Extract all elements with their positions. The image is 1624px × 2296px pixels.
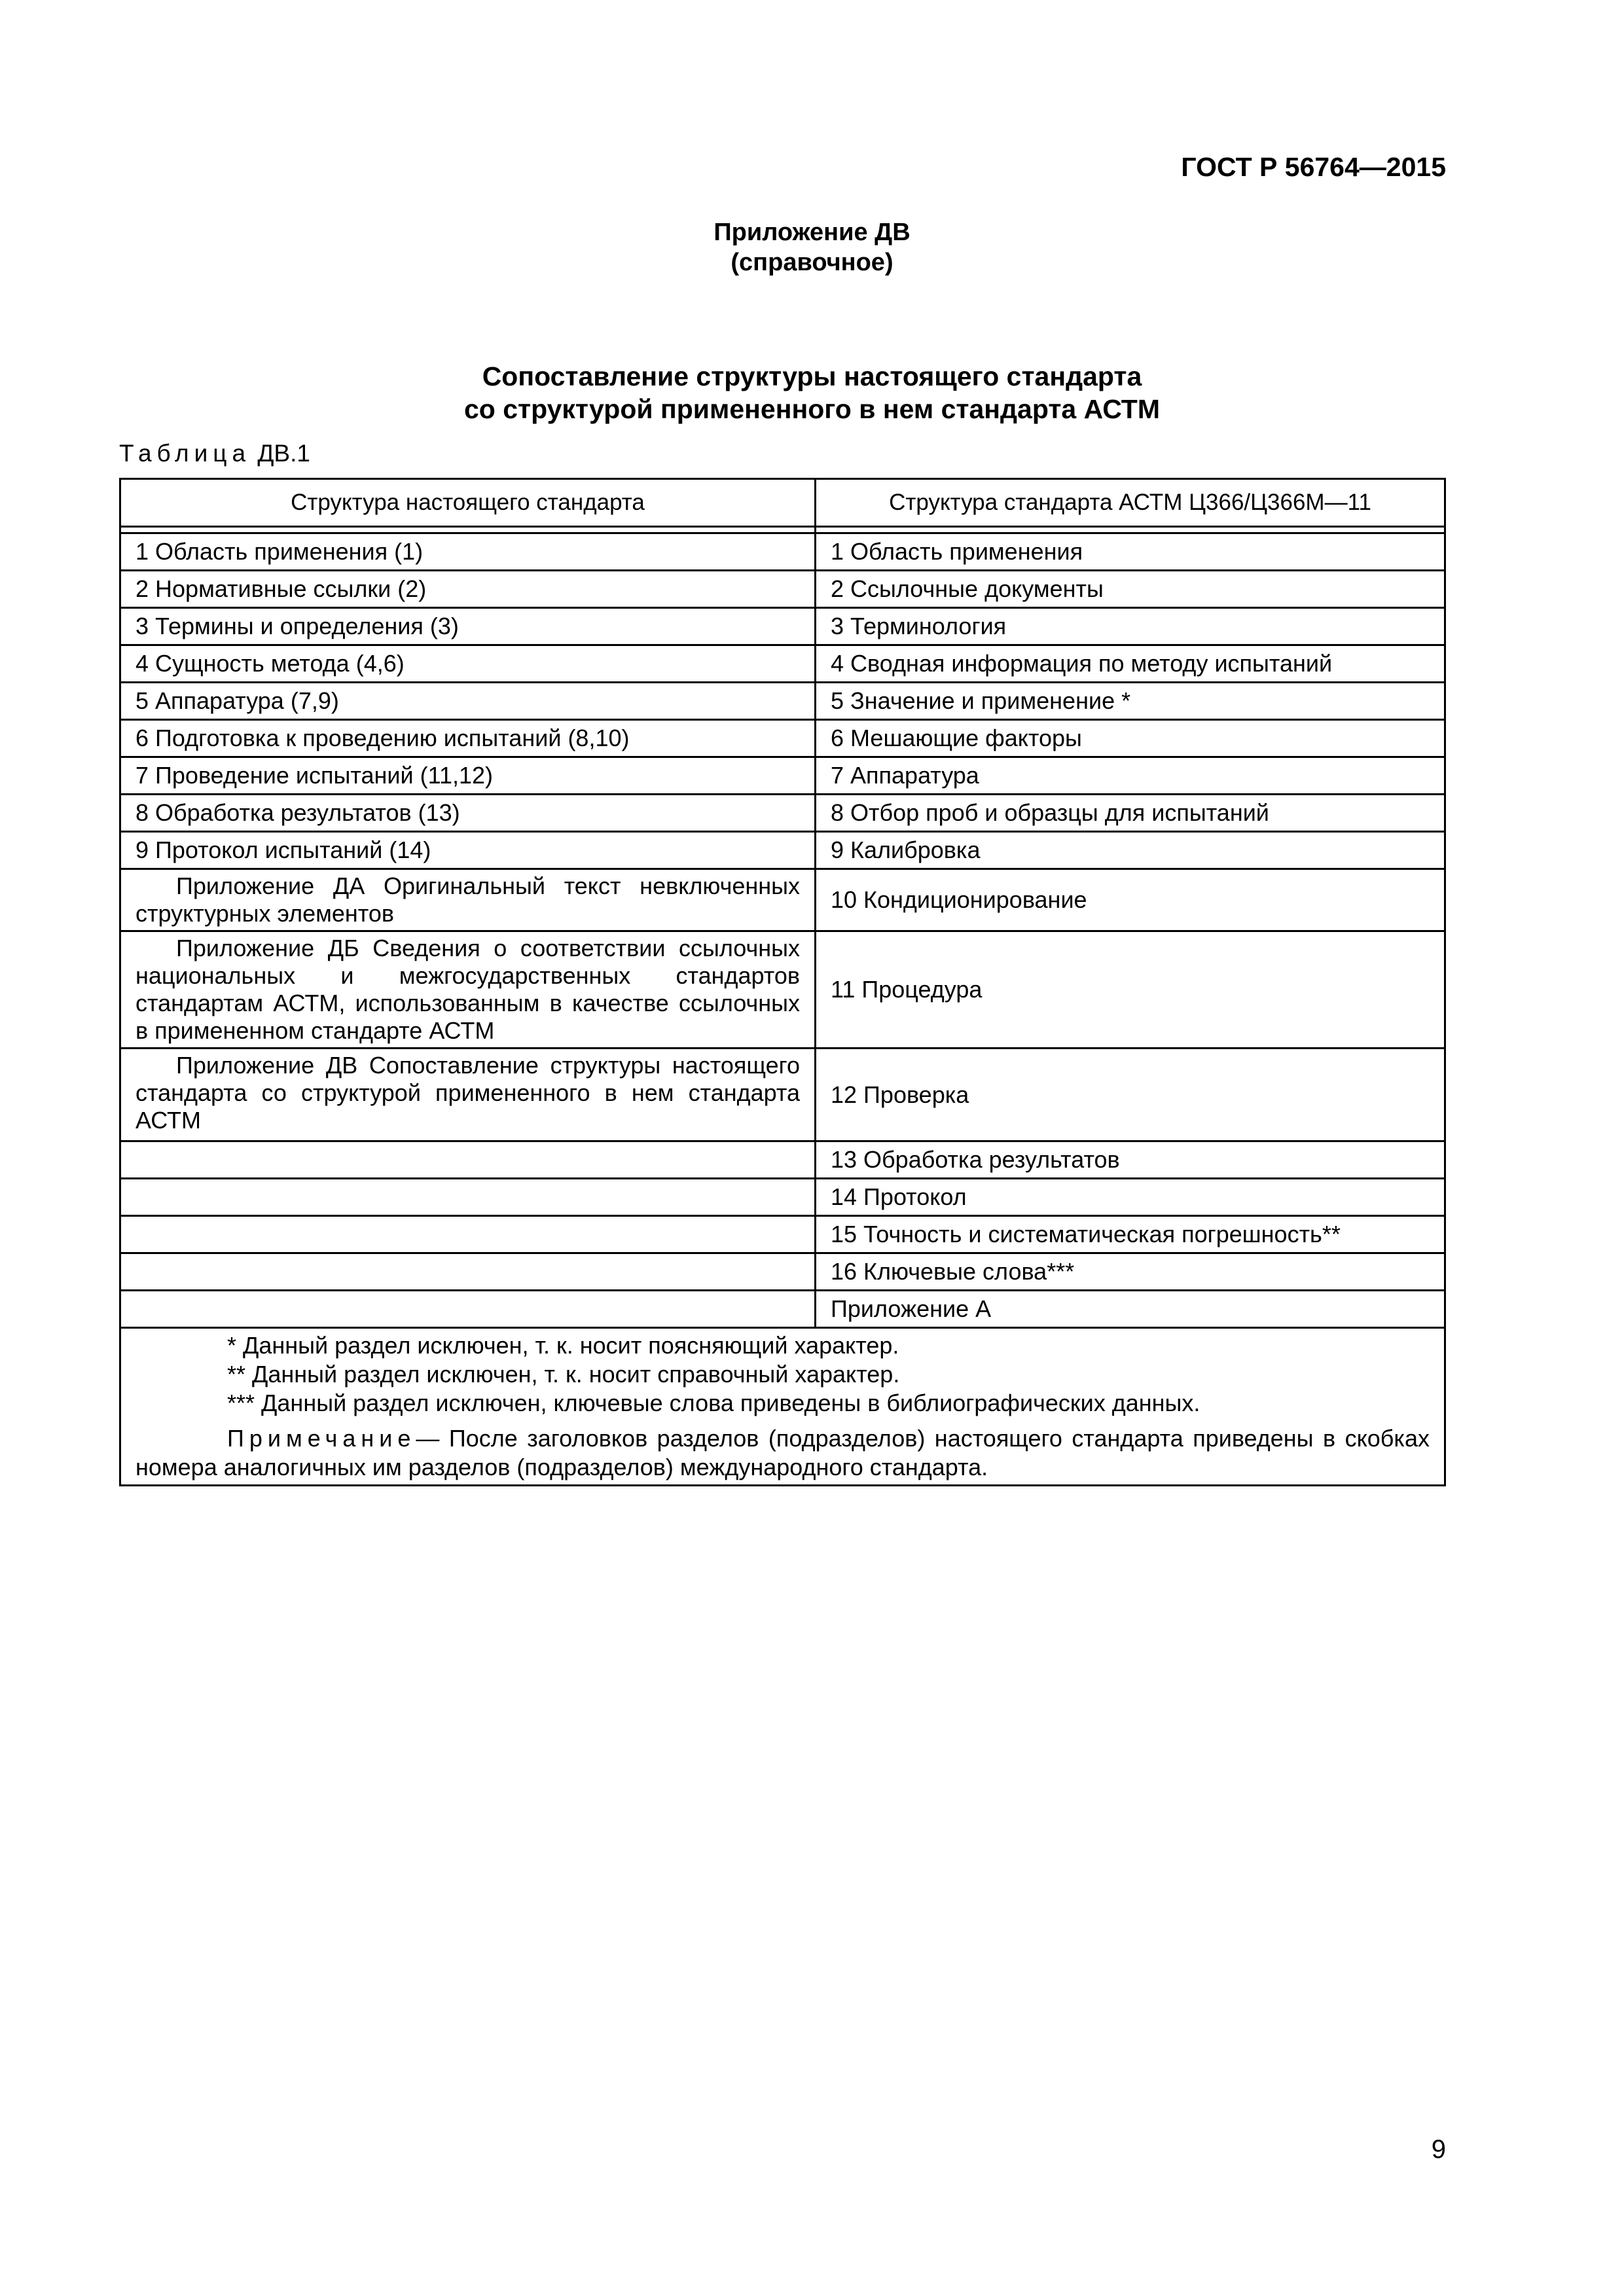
table-header-row xyxy=(120,479,1445,527)
table-cell-left xyxy=(120,1291,816,1328)
table-notes xyxy=(120,1328,1445,1486)
footnote-2: ** Данный раздел исключен, т. к. носит справочный характер. xyxy=(227,1361,900,1388)
table-row xyxy=(120,533,1445,571)
table-cell-left xyxy=(120,1141,816,1179)
table-cell-right: 6 Мешающие факторы xyxy=(816,720,1445,757)
table-cell-left: 2 Нормативные ссылки (2) xyxy=(120,571,816,608)
table-cell-right: 12 Проверка xyxy=(816,1049,1445,1141)
column-header-current-standard: Структура настоящего стандарта xyxy=(120,479,816,527)
page-number: 9 xyxy=(1431,2135,1446,2164)
table-caption-word: Таблица xyxy=(119,440,251,467)
table-row xyxy=(120,832,1445,869)
table-caption xyxy=(119,440,310,467)
table-cell-right: 5 Значение и применение * xyxy=(816,683,1445,720)
table-cell-left: 8 Обработка результатов (13) xyxy=(120,795,816,832)
table-row xyxy=(120,645,1445,683)
table-cell-right: 2 Ссылочные документы xyxy=(816,571,1445,608)
table-cell-left xyxy=(120,931,816,1049)
table-cell-left xyxy=(120,1049,816,1141)
table-row xyxy=(120,720,1445,757)
table-notes-row xyxy=(120,1328,1445,1486)
table-row xyxy=(120,1141,1445,1179)
table-row xyxy=(120,1216,1445,1253)
table-cell-left: 6 Подготовка к проведению испытаний (8,10) xyxy=(120,720,816,757)
table-row xyxy=(120,571,1445,608)
table-row xyxy=(120,795,1445,832)
table-cell-right: 3 Терминология xyxy=(816,608,1445,645)
appendix-heading xyxy=(0,217,1624,278)
table-cell-left-text: Приложение ДА Оригинальный текст невключенных структурных элементов xyxy=(135,872,800,927)
footnote-3: *** Данный раздел исключен, ключевые слова приведены в библиографических данных. xyxy=(227,1390,1200,1416)
section-heading xyxy=(0,360,1624,425)
table-cell-right: 14 Протокол xyxy=(816,1179,1445,1216)
appendix-title: Приложение ДВ xyxy=(713,219,911,246)
table-cell-right: Приложение А xyxy=(816,1291,1445,1328)
table-cell-right: 11 Процедура xyxy=(816,931,1445,1049)
table-cell-left xyxy=(120,869,816,931)
table-cell-left: 1 Область применения (1) xyxy=(120,533,816,571)
table-cell-right: 8 Отбор проб и образцы для испытаний xyxy=(816,795,1445,832)
table-row xyxy=(120,1049,1445,1141)
table-cell-right: 7 Аппаратура xyxy=(816,757,1445,795)
table-row xyxy=(120,1253,1445,1291)
comparison-table xyxy=(119,478,1446,1486)
table-row xyxy=(120,683,1445,720)
section-title-line-1: Сопоставление структуры настоящего стандарта xyxy=(482,361,1142,391)
table-cell-left: 4 Сущность метода (4,6) xyxy=(120,645,816,683)
column-header-astm-standard: Структура стандарта АСТМ Ц366/Ц366М—11 xyxy=(816,479,1445,527)
table-cell-right: 16 Ключевые слова*** xyxy=(816,1253,1445,1291)
table-cell-left: 7 Проведение испытаний (11,12) xyxy=(120,757,816,795)
table-row xyxy=(120,608,1445,645)
appendix-subtitle: (справочное) xyxy=(731,249,893,276)
section-title-line-2: со структурой примененного в нем стандарта АСТМ xyxy=(463,394,1161,424)
table-cell-right: 1 Область применения xyxy=(816,533,1445,571)
table-cell-left: 5 Аппаратура (7,9) xyxy=(120,683,816,720)
document-number: ГОСТ Р 56764—2015 xyxy=(1181,152,1446,182)
table-cell-left: 3 Термины и определения (3) xyxy=(120,608,816,645)
table-cell-left: 9 Протокол испытаний (14) xyxy=(120,832,816,869)
table-row xyxy=(120,1179,1445,1216)
table-cell-right: 15 Точность и систематическая погрешность** xyxy=(816,1216,1445,1253)
table-caption-number: ДВ.1 xyxy=(257,440,310,467)
table-row xyxy=(120,869,1445,931)
table-cell-left xyxy=(120,1253,816,1291)
footnote-1: * Данный раздел исключен, т. к. носит поясняющий характер. xyxy=(227,1332,899,1359)
table-cell-left xyxy=(120,1216,816,1253)
note-text: — После заголовков разделов (подразделов) настоящего стандарта приведены в скобках номера аналогичных им разделов (подразделов) международного стандарта. xyxy=(135,1425,1430,1480)
table-cell-left xyxy=(120,1179,816,1216)
table-cell-left-text: Приложение ДВ Сопоставление структуры настоящего стандарта со структурой примененного в нем стандарта АСТМ xyxy=(135,1052,800,1134)
table-row xyxy=(120,1291,1445,1328)
header-separator xyxy=(120,527,1445,533)
table-note xyxy=(135,1424,1430,1482)
table-row xyxy=(120,757,1445,795)
table-cell-left-text: Приложение ДБ Сведения о соответствии ссылочных национальных и межгосударственных стандартов стандартам АСТМ, использованным в качестве ссылочных в примененном стандарте АСТМ xyxy=(135,935,800,1044)
note-label: Примечание xyxy=(227,1425,416,1452)
table-cell-right: 4 Сводная информация по методу испытаний xyxy=(816,645,1445,683)
table-cell-right: 10 Кондиционирование xyxy=(816,869,1445,931)
table-cell-right: 9 Калибровка xyxy=(816,832,1445,869)
table-cell-right: 13 Обработка результатов xyxy=(816,1141,1445,1179)
table-row xyxy=(120,931,1445,1049)
